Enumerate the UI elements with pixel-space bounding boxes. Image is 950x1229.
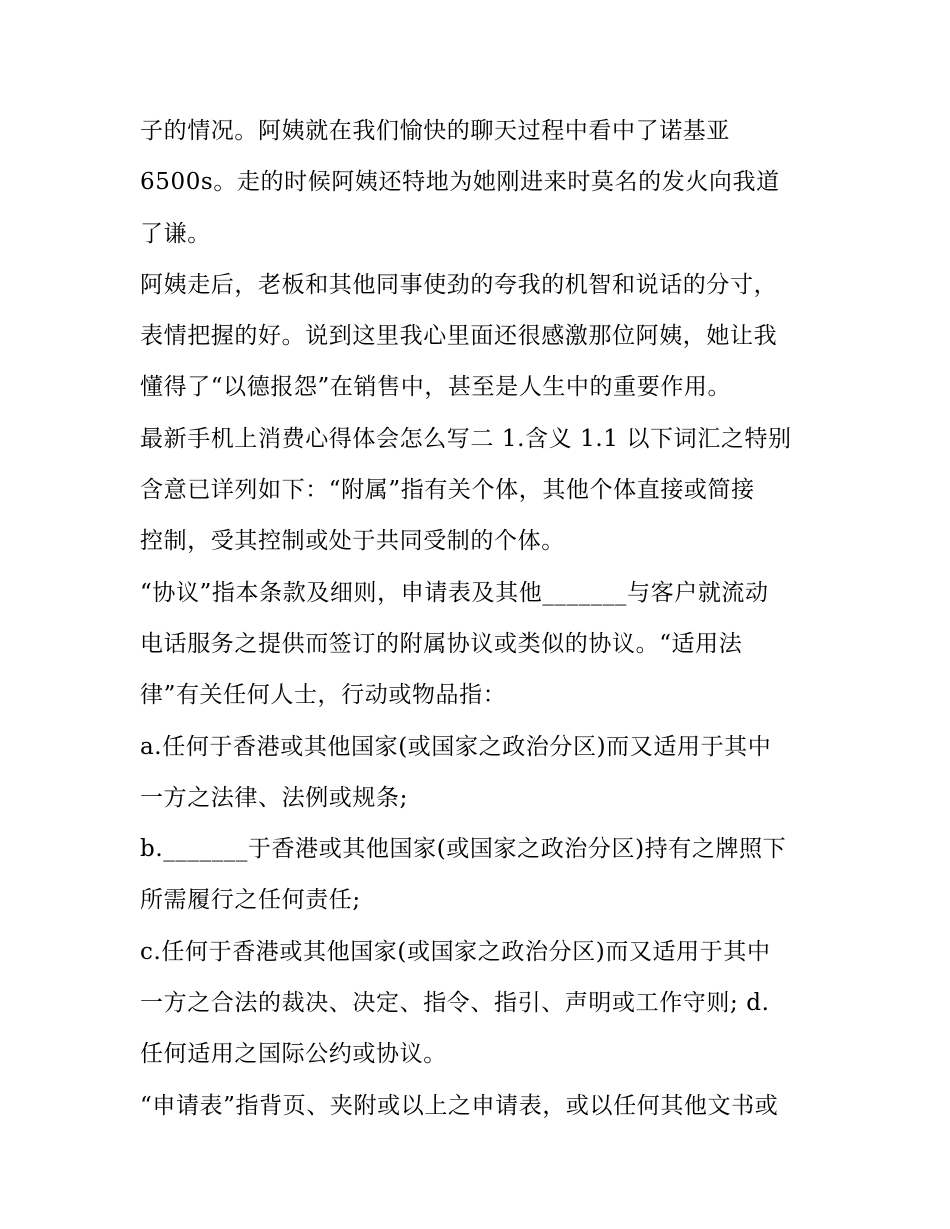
text-line: 子的情况。阿姨就在我们愉快的聊天过程中看中了诺基亚 bbox=[140, 118, 730, 144]
text-line: 所需履行之任何责任; bbox=[140, 887, 361, 914]
text-line: c.任何于香港或其他国家(或国家之政治分区)而又适用于其中 bbox=[140, 938, 771, 965]
text-line: 阿姨走后，老板和其他同事使劲的夸我的机智和说话的分寸， bbox=[140, 271, 778, 298]
text-line: 控制，受其控制或处于共同受制的个体。 bbox=[140, 528, 565, 555]
text-line: b._______于香港或其他国家(或国家之政治分区)持有之牌照下 bbox=[140, 836, 787, 863]
text-line: 一方之法律、法例或规条; bbox=[140, 784, 408, 811]
text-line: 一方之合法的裁决、决定、指令、指引、声明或工作守则; d. bbox=[140, 990, 770, 1017]
text-line: 懂得了“以德报怨”在销售中，甚至是人生中的重要作用。 bbox=[140, 374, 732, 401]
text-line: 了谦。 bbox=[140, 220, 211, 247]
text-line: a.任何于香港或其他国家(或国家之政治分区)而又适用于其中 bbox=[140, 733, 772, 760]
text-line: “申请表”指背页、夹附或以上之申请表，或以任何其他文书或 bbox=[140, 1092, 779, 1119]
text-line: 电话服务之提供而签订的附属协议或类似的协议。“适用法 bbox=[140, 630, 743, 657]
document-body bbox=[140, 106, 830, 1132]
text-line: 最新手机上消费心得体会怎么写二 1.含义 1.1 以下词汇之特别 bbox=[140, 425, 792, 452]
text-line: 律”有关任何人士，行动或物品指： bbox=[140, 682, 507, 709]
text-line: 含意已详列如下：“附属”指有关个体，其他个体直接或简接 bbox=[140, 477, 755, 504]
text-line: 表情把握的好。说到这里我心里面还很感激那位阿姨，她让我 bbox=[140, 323, 778, 350]
text-line: 任何适用之国际公约或协议。 bbox=[140, 1041, 447, 1068]
text-line: “协议”指本条款及细则，申请表及其他_______与客户就流动 bbox=[140, 579, 769, 606]
text-line: 6500s。走的时候阿姨还特地为她刚进来时莫名的发火向我道 bbox=[140, 169, 780, 196]
